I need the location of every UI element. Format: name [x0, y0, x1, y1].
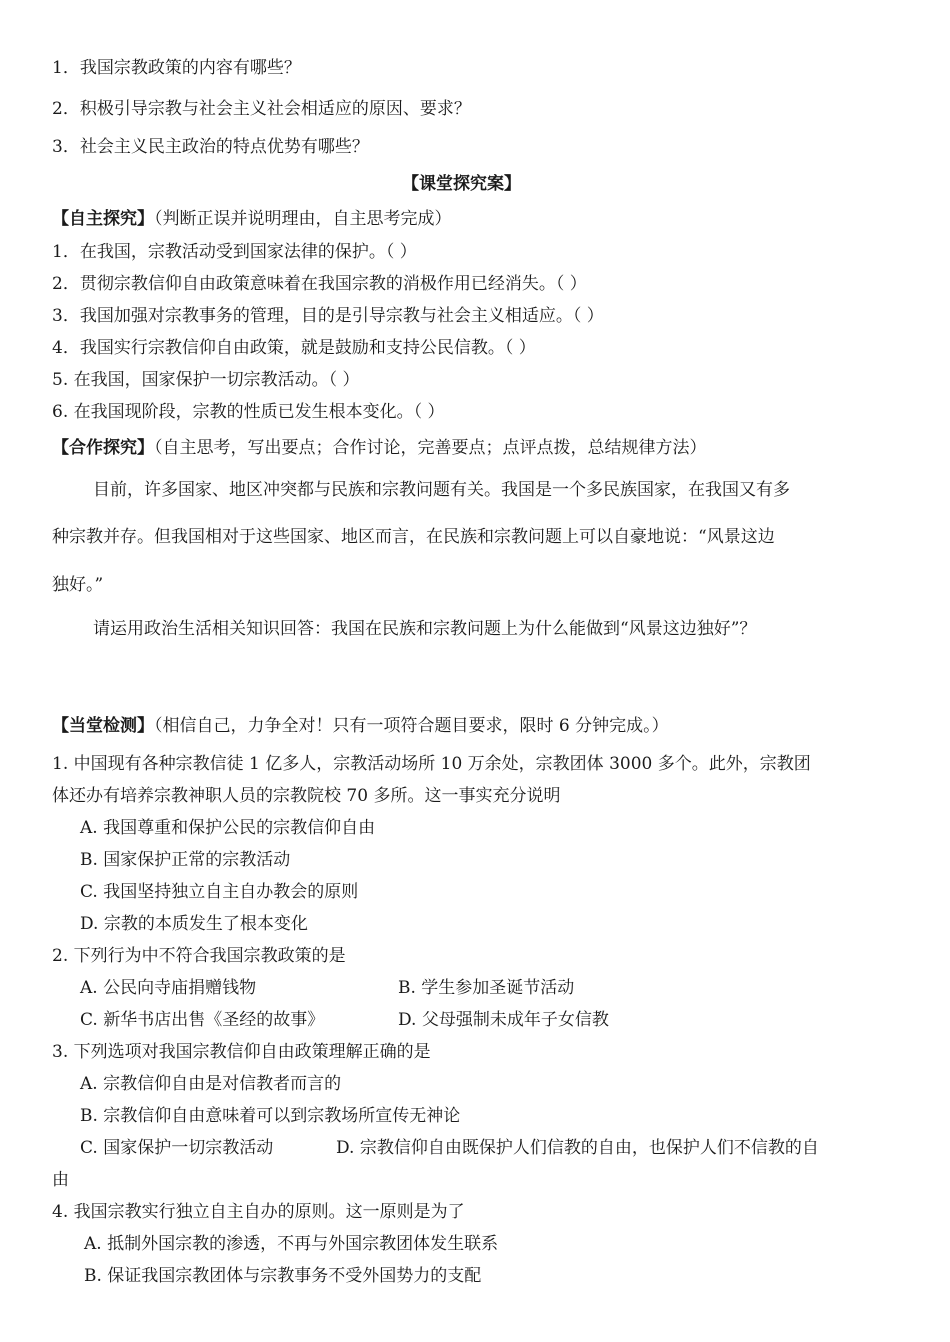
coop-question: 请运用政治生活相关知识回答：我国在民族和宗教问题上为什么能做到“风景这边独好”？: [93, 619, 757, 639]
test-q1-option-b: B. 国家保护正常的宗教活动: [80, 850, 291, 870]
coop-explore-header: [52, 436, 707, 460]
test-q3-option-c: C. 国家保护一切宗教活动: [80, 1138, 274, 1158]
test-q2-option-d: D. 父母强制未成年子女信教: [398, 1010, 609, 1030]
test-header: [52, 714, 669, 738]
self-explore-label: 【自主探究】: [52, 209, 154, 229]
test-q1-stem-line-2: 体还办有培养宗教神职人员的宗教院校 70 多所。这一事实充分说明: [52, 786, 561, 806]
test-q3-stem: 3. 下列选项对我国宗教信仰自由政策理解正确的是: [52, 1042, 431, 1062]
test-q3-option-a: A. 宗教信仰自由是对信教者而言的: [80, 1074, 342, 1094]
test-q3-option-d-line-2: 由: [52, 1170, 69, 1190]
test-q1-option-c: C. 我国坚持独立自主自办教会的原则: [80, 882, 359, 902]
preview-question-3: 3．社会主义民主政治的特点优势有哪些？: [52, 137, 369, 157]
test-q3-option-d-line-1: D. 宗教信仰自由既保护人们信教的自由，也保护人们不信教的自: [336, 1138, 819, 1158]
coop-explore-note: （自主思考，写出要点；合作讨论，完善要点；点评点拨，总结规律方法）: [154, 438, 707, 458]
test-q4-option-a: A. 抵制外国宗教的渗透，不再与外国宗教团体发生联系: [84, 1234, 499, 1254]
test-note: （相信自己，力争全对！只有一项符合题目要求，限时 6 分钟完成。）: [154, 716, 669, 736]
test-q1-stem-line-1: 1. 中国现有各种宗教信徒 1 亿多人，宗教活动场所 10 万余处，宗教团体 3000 多个。此外，宗教团: [52, 754, 811, 774]
section-title: 【课堂探究案】: [402, 174, 521, 194]
judge-item-4: 4．我国实行宗教信仰自由政策，就是鼓励和支持公民信教。（ ）: [52, 338, 536, 358]
test-q1-option-a: A. 我国尊重和保护公民的宗教信仰自由: [80, 818, 376, 838]
preview-question-1: 1．我国宗教政策的内容有哪些？: [52, 58, 301, 78]
coop-paragraph-line-1: 目前，许多国家、地区冲突都与民族和宗教问题有关。我国是一个多民族国家，在我国又有多: [93, 480, 790, 500]
self-explore-note: （判断正误并说明理由，自主思考完成）: [154, 209, 452, 229]
test-q1-option-d: D. 宗教的本质发生了根本变化: [80, 914, 308, 934]
test-q2-option-a: A. 公民向寺庙捐赠钱物: [80, 978, 257, 998]
test-q4-stem: 4. 我国宗教实行独立自主自办的原则。这一原则是为了: [52, 1202, 465, 1222]
test-q3-option-b: B. 宗教信仰自由意味着可以到宗教场所宣传无神论: [80, 1106, 461, 1126]
test-q2-option-b: B. 学生参加圣诞节活动: [398, 978, 575, 998]
test-q4-option-b: B. 保证我国宗教团体与宗教事务不受外国势力的支配: [84, 1266, 482, 1286]
judge-item-3: 3．我国加强对宗教事务的管理，目的是引导宗教与社会主义相适应。（ ）: [52, 306, 604, 326]
coop-paragraph-line-2: 种宗教并存。但我国相对于这些国家、地区而言，在民族和宗教问题上可以自豪地说：“风景这边: [52, 527, 775, 547]
test-label: 【当堂检测】: [52, 716, 154, 736]
judge-item-6: 6. 在我国现阶段，宗教的性质已发生根本变化。（ ）: [52, 402, 445, 422]
coop-explore-label: 【合作探究】: [52, 438, 154, 458]
coop-paragraph-line-3: 独好。”: [52, 575, 104, 595]
preview-question-2: 2．积极引导宗教与社会主义社会相适应的原因、要求？: [52, 99, 471, 119]
test-q2-option-c: C. 新华书店出售《圣经的故事》: [80, 1010, 325, 1030]
test-q2-stem: 2. 下列行为中不符合我国宗教政策的是: [52, 946, 346, 966]
judge-item-2: 2．贯彻宗教信仰自由政策意味着在我国宗教的消极作用已经消失。（ ）: [52, 274, 587, 294]
self-explore-header: [52, 207, 452, 231]
judge-item-1: 1．在我国，宗教活动受到国家法律的保护。（ ）: [52, 242, 417, 262]
judge-item-5: 5. 在我国，国家保护一切宗教活动。（ ）: [52, 370, 360, 390]
